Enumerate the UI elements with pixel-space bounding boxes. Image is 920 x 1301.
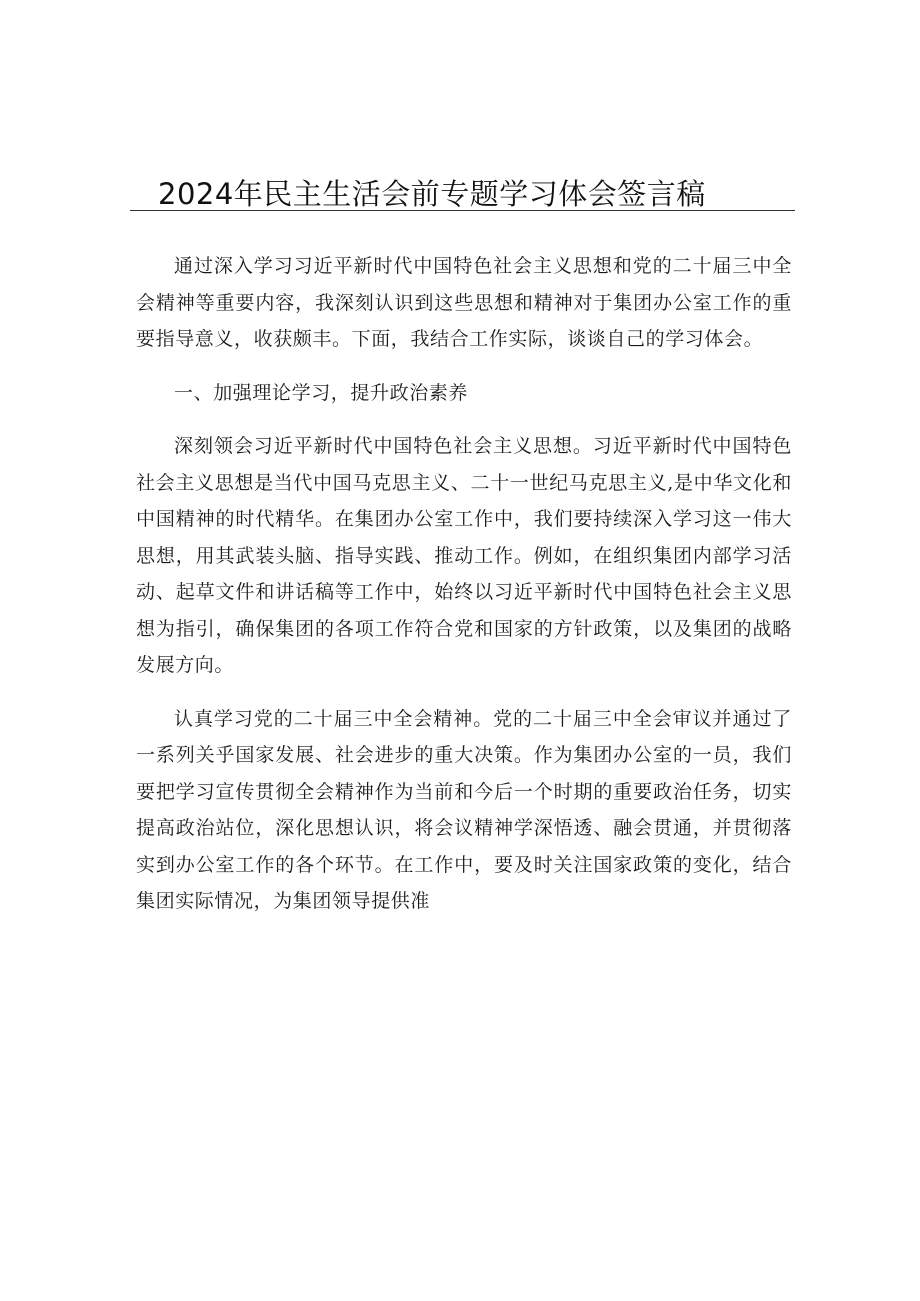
document-title: 2024年民主生活会前专题学习体会签言稿 — [158, 177, 706, 211]
title-underline — [130, 210, 795, 211]
document-body — [136, 248, 792, 920]
body-paragraph: 深刻领会习近平新时代中国特色社会主义思想。习近平新时代中国特色社会主义思想是当代中国马克思主义、二十一世纪马克思主义,是中华文化和中国精神的时代精华。在集团办公室工作中，我们要持续深入学习这一伟大思想，用其武装头脑、指导实践、推动工作。例如，在组织集团内部学习活动、起草文件和讲话稿等工作中，始终以习近平新时代中国特色社会主义思想为指引，确保集团的各项工作符合党和国家的方针政策，以及集团的战略发展方向。 — [136, 435, 792, 676]
body-paragraph: 认真学习党的二十届三中全会精神。党的二十届三中全会审议并通过了一系列关乎国家发展、社会进步的重大决策。作为集团办公室的一员，我们要把学习宣传贯彻全会精神作为当前和今后一个时期的重要政治任务，切实提高政治站位，深化思想认识，将会议精神学深悟透、融会贯通，并贯彻落实到办公室工作的各个环节。在工作中，要及时关注国家政策的变化，结合集团实际情况，为集团领导提供准 — [136, 707, 792, 912]
intro-paragraph: 通过深入学习习近平新时代中国特色社会主义思想和党的二十届三中全会精神等重要内容，我深刻认识到这些思想和精神对于集团办公室工作的重要指导意义，收获颇丰。下面，我结合工作实际，谈谈自己的学习体会。 — [136, 255, 792, 350]
section-heading: 一、加强理论学习，提升政治素养 — [174, 381, 469, 404]
